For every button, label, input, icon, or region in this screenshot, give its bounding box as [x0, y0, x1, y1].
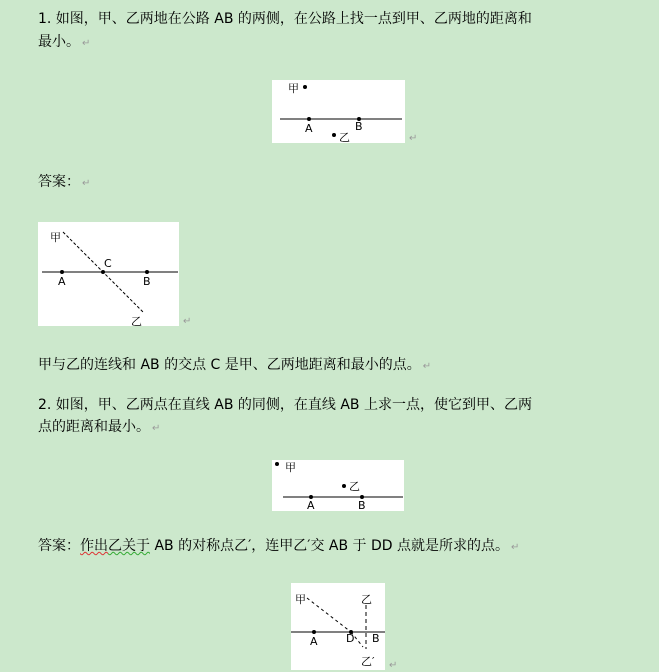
label-a: A — [310, 635, 318, 648]
figure-mark: 2. 如图，甲、乙两点在直线 AB 的同侧，在直线 AB 上求一点，使它到甲、乙两 — [38, 397, 532, 413]
figure-mark — [272, 80, 405, 143]
question-2-line-2 — [38, 416, 160, 440]
figure-mark — [101, 270, 105, 274]
label-a: A — [305, 122, 313, 135]
point-jia — [303, 85, 307, 89]
label-jia: 甲 — [50, 231, 61, 244]
point-a — [307, 117, 311, 121]
figure-mark: ↵ — [82, 178, 91, 189]
figure-mark: 答案： — [38, 174, 80, 190]
figure-mark: AB 的对称点乙′，连甲乙′交 AB 于 DD 点就是所求的点。 — [150, 538, 509, 554]
figure-3 — [272, 460, 404, 511]
paragraph-mark-icon: ↵ — [409, 133, 418, 144]
figure-mark: 甲与乙的连线和 AB 的交点 C 是甲、乙两地距离和最小的点。 — [38, 357, 421, 373]
figure-mark: 作出 — [80, 538, 108, 554]
label-a: A — [307, 499, 315, 512]
label-d: D — [346, 632, 355, 645]
figure-mark: 乙关于 — [108, 538, 150, 554]
figure-mark — [38, 222, 179, 326]
paragraph-mark-icon: ↵ — [389, 660, 398, 671]
figure-2 — [38, 222, 179, 326]
figure-mark: ↵ — [422, 361, 432, 372]
label-jia: 甲 — [295, 593, 306, 606]
answer-label-1 — [38, 171, 90, 195]
label-yi-prime: 乙′ — [361, 655, 375, 668]
figure-mark — [291, 583, 385, 670]
question-1-answer — [38, 354, 431, 378]
question-2-answer — [38, 535, 519, 559]
label-yi: 乙 — [339, 131, 350, 144]
paragraph-mark-icon: ↵ — [183, 316, 192, 327]
label-yi: 乙 — [361, 593, 372, 606]
question-2-line-1 — [38, 394, 532, 417]
figure-mark — [342, 484, 346, 488]
figure-mark — [60, 270, 64, 274]
figure-mark — [307, 598, 351, 632]
figure-mark: 点的距离和最小。 — [38, 419, 150, 435]
label-b: B — [355, 120, 363, 133]
label-b: B — [143, 275, 151, 288]
label-jia: 甲 — [288, 82, 299, 95]
figure-4 — [291, 583, 385, 670]
paragraph-mark-icon: ↵ — [82, 38, 91, 49]
label-jia: 甲 — [285, 461, 296, 474]
label-b: B — [358, 499, 366, 512]
question-1-line-2 — [38, 31, 90, 55]
label-a: A — [58, 275, 66, 288]
label-yi: 乙 — [131, 315, 142, 328]
figure-mark: 1. 如图，甲、乙两地在公路 AB 的两侧，在公路上找一点到甲、乙两地的距离和 — [38, 11, 532, 27]
figure-1 — [272, 80, 405, 143]
label-c: C — [104, 257, 112, 270]
figure-mark: 答案： — [38, 538, 80, 554]
label-b: B — [372, 632, 380, 645]
figure-mark: ↵ — [152, 423, 161, 434]
figure-mark — [312, 630, 316, 634]
label-yi: 乙 — [349, 480, 360, 493]
figure-mark — [275, 462, 279, 466]
figure-mark: ↵ — [510, 542, 520, 553]
question-1-line-1 — [38, 8, 532, 31]
point-yi — [332, 133, 336, 137]
figure-mark — [272, 460, 404, 511]
figure-mark: 最小。 — [38, 34, 80, 50]
figure-mark — [145, 270, 149, 274]
